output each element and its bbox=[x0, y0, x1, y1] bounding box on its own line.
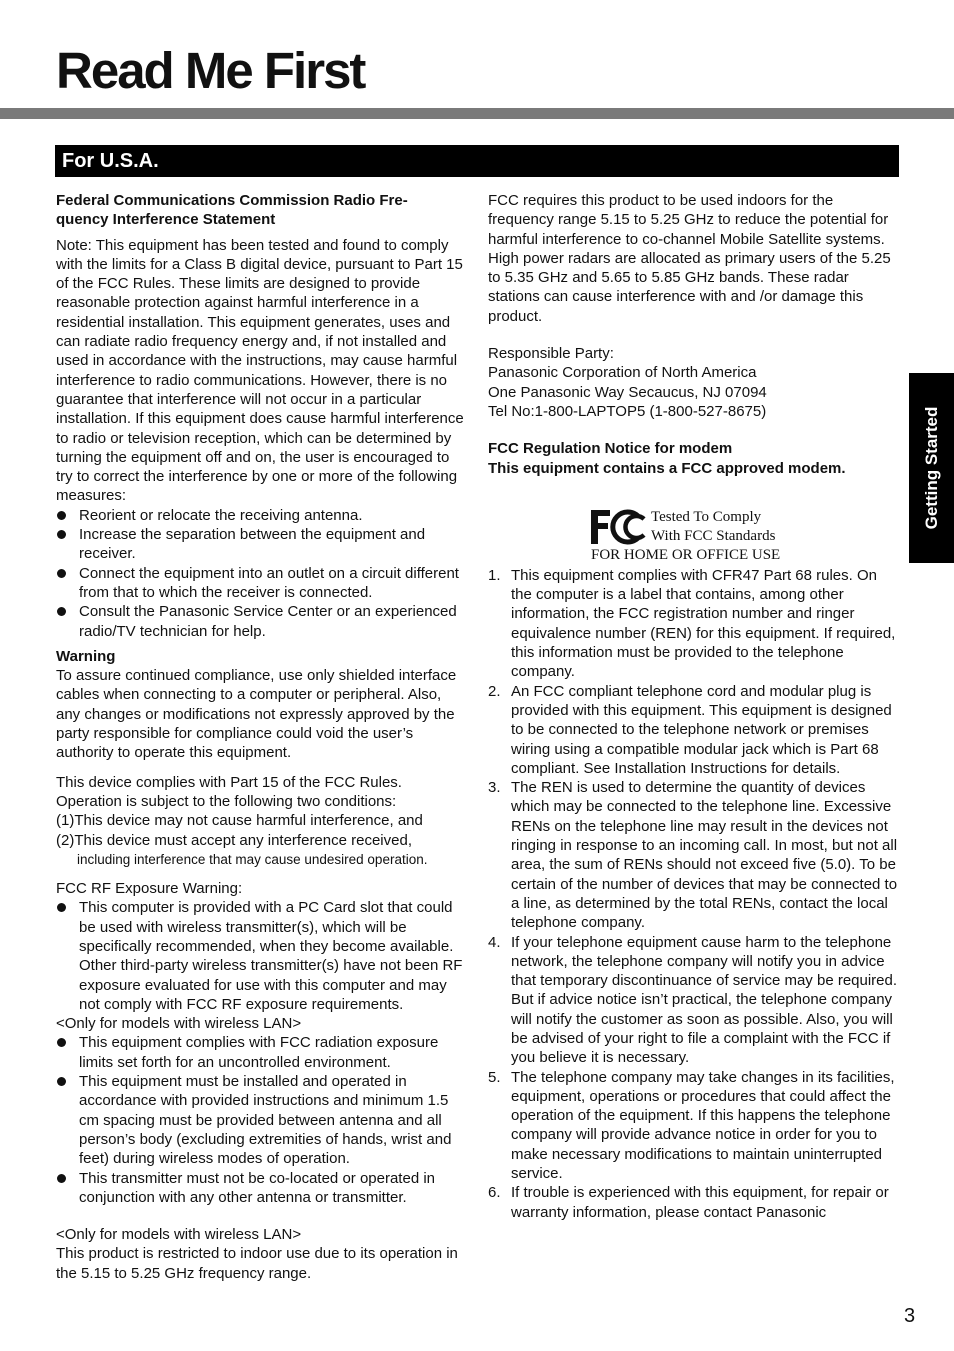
warning-paragraph: To assure continued compliance, use only shielded interface cables when connecting to a computer or peripheral. Also, any changes or modifications not expressly approved by the party responsible for compliance could void the user’s authority to operate this equipment. bbox=[56, 667, 457, 762]
list-item bbox=[488, 1183, 898, 1222]
list-item bbox=[488, 682, 898, 778]
item-text: If trouble is experienced with this equipment, for repair or warranty information, please contact Panasonic bbox=[511, 1184, 889, 1221]
condition-2: (2)This device must accept any interference received, bbox=[56, 831, 412, 849]
responsible-address: One Panasonic Way Secaucus, NJ 07094 bbox=[488, 383, 767, 401]
warning-heading: Warning bbox=[56, 647, 116, 665]
condition-2-continued: including interference that may cause undesired operation. bbox=[77, 851, 428, 867]
wireless-lan-label-2: <Only for models with wireless LAN> bbox=[56, 1226, 302, 1244]
right-column bbox=[488, 191, 898, 1222]
fcc-logo bbox=[588, 506, 808, 566]
list-item: Consult the Panasonic Service Center or an experienced radio/TV technician for help. bbox=[56, 602, 468, 641]
list-item bbox=[488, 566, 898, 682]
item-text: An FCC compliant telephone cord and modular plug is provided with this equipment. This equipment is designed to be connected to the telephone network or premises wiring using a compatible modular jack which is Part 68 compliant. See Installation Instructions for details. bbox=[511, 682, 892, 777]
list-item: This computer is provided with a PC Card slot that could be used with wireless transmitter(s), which will be specifically recommended, when they become available. Other third-party wireless transmitter(s) have not been RF exposure evaluated for use with this computer and may not comply with FCC RF exposure requirements. bbox=[56, 898, 468, 1014]
item-number: 3. bbox=[488, 779, 501, 797]
wireless-lan-label: <Only for models with wireless LAN> bbox=[56, 1015, 302, 1033]
responsible-company: Panasonic Corporation of North America bbox=[488, 364, 757, 382]
page-title: Read Me First bbox=[56, 42, 365, 99]
page-number: 3 bbox=[904, 1305, 916, 1327]
list-item bbox=[488, 933, 898, 1068]
list-item: This transmitter must not be co-located or operated in conjunction with any other antenna or transmitter. bbox=[56, 1169, 468, 1208]
measures-list bbox=[56, 506, 468, 641]
list-item bbox=[488, 1068, 898, 1184]
conditions-intro: Operation is subject to the following two conditions: bbox=[56, 792, 397, 810]
rf-warning-heading: FCC RF Exposure Warning: bbox=[56, 880, 243, 898]
condition-1: (1)This device may not cause harmful interference, and bbox=[56, 812, 423, 830]
section-header bbox=[55, 145, 899, 177]
left-column bbox=[56, 191, 468, 1283]
item-text: If your telephone equipment cause harm to the telephone network, the telephone company will notify you in advice that temporary discontinuance of service may be required. But if advice notice isn’t practical, the telephone company will notify the customer as soon as possible. Also, you will be advised of your right to file a complaint with the FCC if you believe it is necessary. bbox=[511, 933, 898, 1067]
item-text: This equipment complies with CFR47 Part 68 rules. On the computer is a label that contains, among other information, the FCC registration number and ringer equivalence number (REN) for this equipment. If required, this information must be provided to the telephone company. bbox=[511, 566, 896, 681]
heading-line-2: quency Interference Statement bbox=[56, 211, 276, 229]
responsible-party-label: Responsible Party: bbox=[488, 345, 614, 363]
fcc-icon bbox=[588, 506, 648, 546]
logo-line-2: With FCC Standards bbox=[651, 527, 776, 544]
modem-rules-list bbox=[488, 566, 898, 1222]
wireless-list bbox=[56, 1033, 468, 1207]
rf-list bbox=[56, 898, 468, 1014]
side-tab bbox=[909, 373, 954, 563]
list-item: Connect the equipment into an outlet on a circuit different from that to which the receiver is connected. bbox=[56, 564, 468, 603]
list-item: This equipment complies with FCC radiation exposure limits set forth for an uncontrolled environment. bbox=[56, 1033, 468, 1072]
item-number: 2. bbox=[488, 682, 501, 700]
section-title: For U.S.A. bbox=[62, 150, 159, 172]
list-item: This equipment must be installed and operated in accordance with provided instructions and minimum 1.5 cm spacing must be provided between antenna and all person’s body (excluding extremities of hands, wrist and feet) during wireless modes of operation. bbox=[56, 1072, 468, 1168]
fcc-statement-heading bbox=[56, 191, 468, 230]
part15-line: This device complies with Part 15 of the FCC Rules. bbox=[56, 773, 402, 791]
item-text: The REN is used to determine the quantity of devices which may be connected to the telephone line. Excessive RENs on the telephone line may result in the devices not ringing in response to an incoming call. In most, but not all area, the sum of RENs should not exceed five (5.0). To be certain of the number of devices that may be connected to a line, as determined by the total RENs, contact the local telephone company. bbox=[511, 779, 898, 932]
logo-line-1: Tested To Comply bbox=[651, 508, 762, 525]
item-number: 6. bbox=[488, 1184, 501, 1202]
note-paragraph: Note: This equipment has been tested and found to comply with the limits for a Class B digital device, pursuant to Part 15 of the FCC Rules. These limits are designed to provide reasonable protection against harmful interference in a residential installation. This equipment generates, uses and can radiate radio frequency energy and, if not installed and used in accordance with the instructions, may cause harmful interference to radio communications. However, there is no guarantee that interference will not occur in a particular installation. If this equipment does cause harmful interference to radio or television reception, which can be determined by turning the equipment off and on, the user is encouraged to try to correct the interference by one or more of the following measures: bbox=[56, 236, 464, 505]
side-tab-label: Getting Started bbox=[921, 406, 941, 530]
indoor-requirement-paragraph: FCC requires this product to be used indoors for the frequency range 5.15 to 5.25 GHz to reduce the potential for harmful interference to co-channel Mobile Satellite systems. bbox=[488, 192, 889, 248]
list-item: Increase the separation between the equipment and receiver. bbox=[56, 525, 468, 564]
modem-notice-heading: FCC Regulation Notice for modem bbox=[488, 440, 733, 458]
item-number: 5. bbox=[488, 1068, 501, 1086]
item-text: The telephone company may take changes in its facilities, equipment, operations or procedures that could affect the operation of the equipment. If this happens the telephone company will provide advance notice in order for you to make necessary modifications to maintain uninterrupted service. bbox=[511, 1068, 895, 1183]
indoor-use-paragraph: This product is restricted to indoor use due to its operation in the 5.15 to 5.25 GHz frequency range. bbox=[56, 1245, 458, 1282]
list-item bbox=[488, 778, 898, 932]
heading-line-1: Federal Communications Commission Radio Fre- bbox=[56, 192, 408, 209]
list-item: Reorient or relocate the receiving antenna. bbox=[56, 506, 468, 525]
item-number: 1. bbox=[488, 566, 501, 584]
item-number: 4. bbox=[488, 933, 501, 951]
title-rule bbox=[0, 108, 954, 119]
radar-paragraph: High power radars are allocated as primary users of the 5.25 to 5.35 GHz and 5.65 to 5.85 GHz bands. These radar stations can cause interference with and /or damage this product. bbox=[488, 249, 891, 325]
modem-notice-subheading: This equipment contains a FCC approved modem. bbox=[488, 459, 846, 477]
logo-line-3: FOR HOME OR OFFICE USE bbox=[591, 546, 781, 563]
responsible-phone: Tel No:1-800-LAPTOP5 (1-800-527-8675) bbox=[488, 402, 767, 420]
